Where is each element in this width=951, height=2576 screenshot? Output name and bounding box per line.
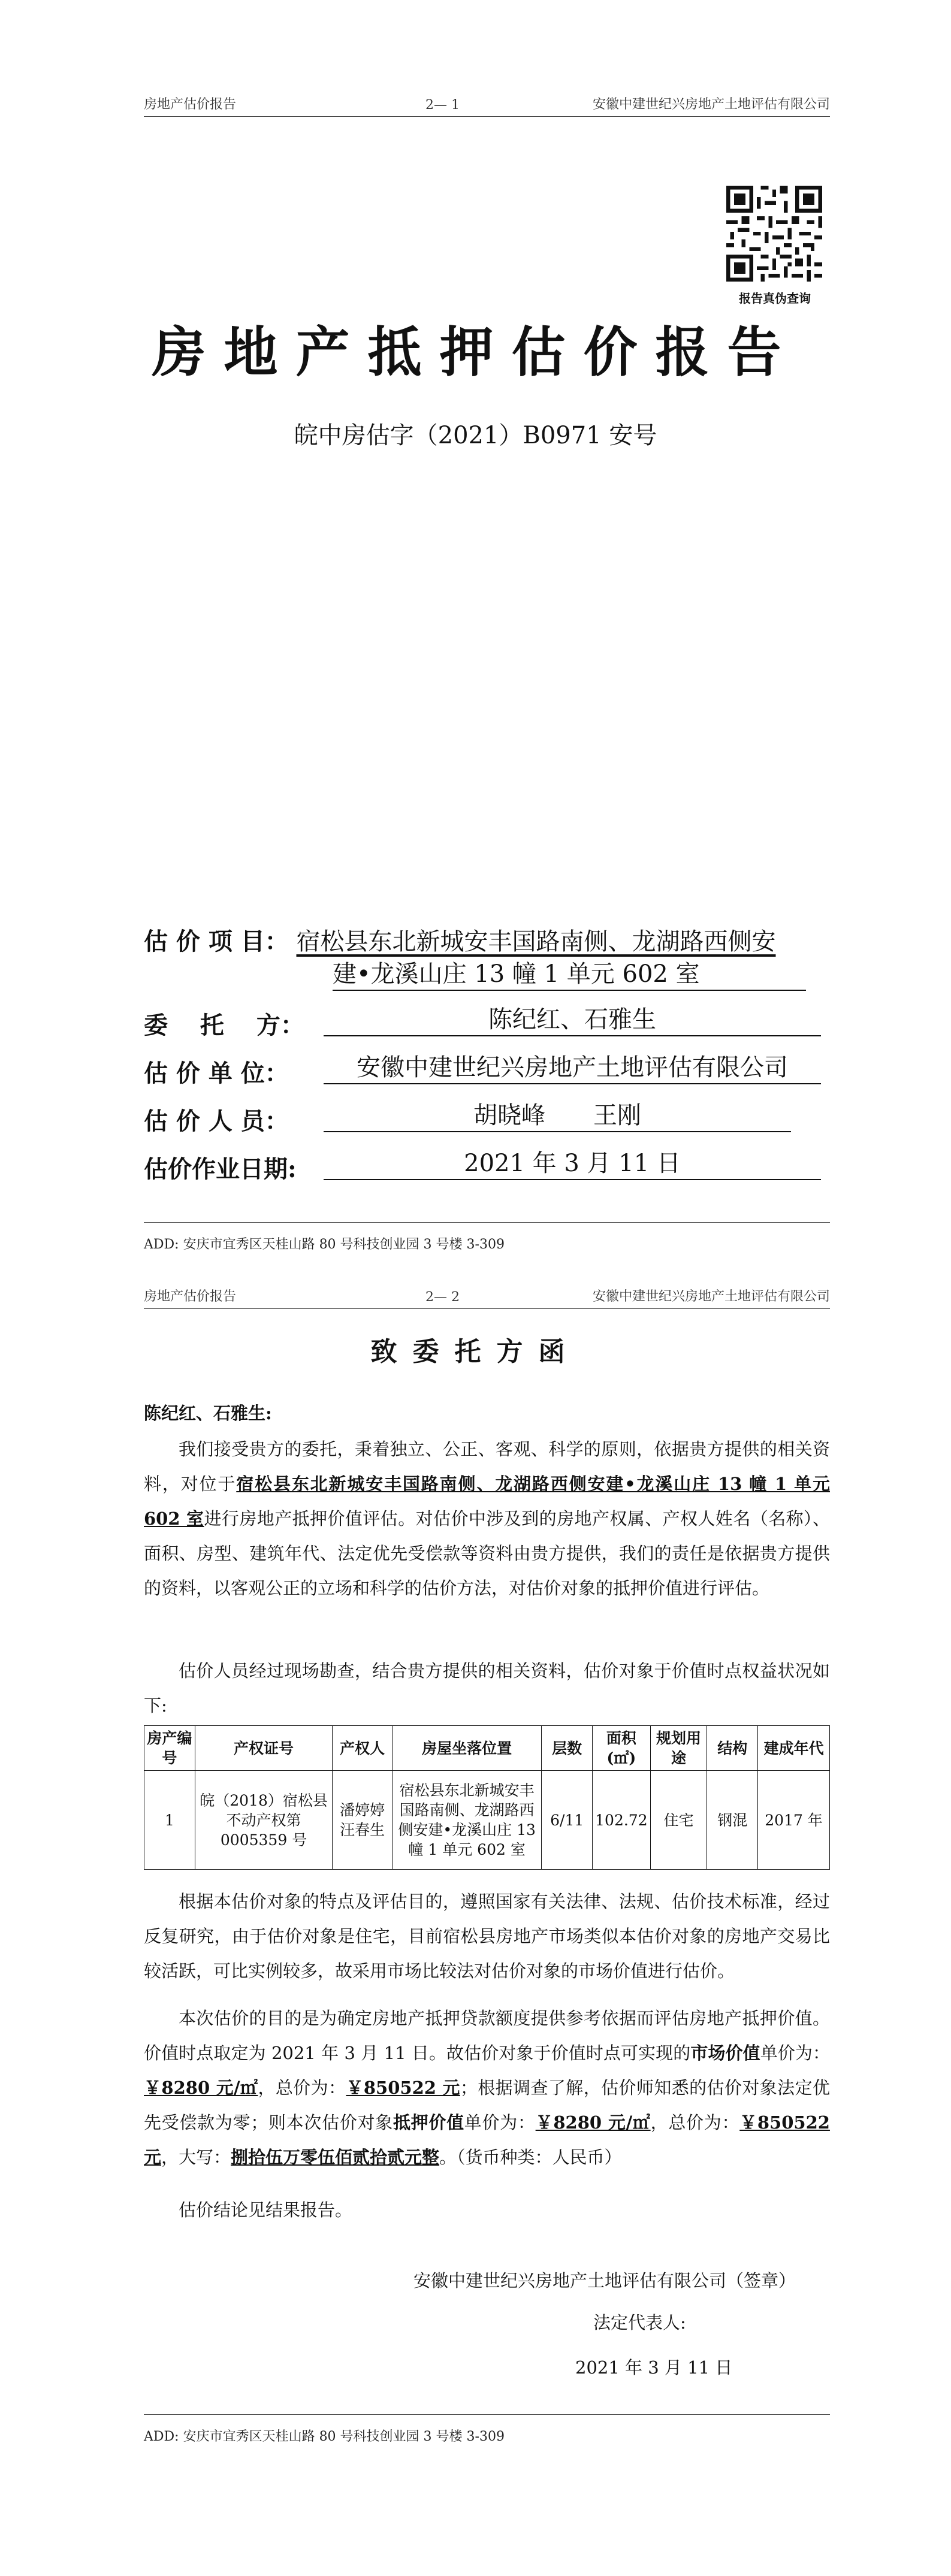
valuation-text-e: ，总价为： xyxy=(258,2078,346,2098)
valuation-text-m: ，大写： xyxy=(161,2147,231,2167)
report-title: 房地产抵押估价报告 xyxy=(152,321,799,384)
client-value: 陈纪红、石雅生 xyxy=(324,1004,821,1036)
appraiser-org-row xyxy=(144,1054,289,1089)
cover-letter-page xyxy=(0,1282,951,2576)
valuation-text-i: 单价为： xyxy=(464,2112,536,2133)
page-header xyxy=(144,1282,830,1309)
mortgage-unit-price: ￥8280 元/㎡ xyxy=(535,2112,651,2133)
date-row xyxy=(144,1150,297,1184)
mortgage-total-price: ￥850522 元 xyxy=(144,2112,830,2167)
appraiser-org-label: 估 价 单 位： xyxy=(144,1059,289,1087)
project-value-line2-wrap xyxy=(333,959,806,991)
paragraph-inspection: 估价人员经过现场勘查，结合贵方提供的相关资料，估价对象于价值时点权益状况如下: xyxy=(144,1661,830,1716)
market-value-label: 市场价值 xyxy=(690,2043,760,2063)
date-value: 2021 年 3 月 11 日 xyxy=(324,1148,821,1180)
appraisers-value: 胡晓峰 王刚 xyxy=(324,1100,791,1132)
column-header: 房产编号 xyxy=(144,1726,195,1771)
paragraph-valuation xyxy=(144,2001,830,2175)
intro-text-c: 进行房地产抵押价值评估。对估价中涉及到的房地产权属、产权人姓名（名称）、面积、房型、建筑年代、法定优先受偿款等资料由贵方提供，我们的责任是依据贵方提供的资料，以客观公正的立场和科学的估价方法，对估价对象的抵押价值进行评估。 xyxy=(144,1508,830,1598)
cell-year: 2017 年 xyxy=(758,1771,830,1870)
report-cover-page xyxy=(0,0,951,1282)
header-page-number: 2— 2 xyxy=(425,1290,460,1305)
table-row xyxy=(144,1771,830,1870)
cell-owners: 潘婷婷汪春生 xyxy=(333,1771,393,1870)
column-header: 层数 xyxy=(542,1726,593,1771)
intro-text-a: 我们接受贵方的委托，秉着独立、公正、客观、科学的原则，依据贵方提供的相关资料，对位于 xyxy=(144,1439,830,1494)
header-page-number: 2— 1 xyxy=(425,98,460,113)
footer-address: ADD: 安庆市宜秀区天桂山路 80 号科技创业园 3 号楼 3-309 xyxy=(144,2429,505,2444)
letter-title: 致委托方函 xyxy=(370,1337,581,1367)
market-unit-price: ￥8280 元/㎡ xyxy=(144,2078,258,2098)
signature-company: 安徽中建世纪兴房地产土地评估有限公司（签章） xyxy=(413,2270,796,2291)
client-label: 委 托 方： xyxy=(144,1011,304,1039)
footer-address: ADD: 安庆市宜秀区天桂山路 80 号科技创业园 3 号楼 3-309 xyxy=(144,1237,505,1252)
mortgage-value-label: 抵押价值 xyxy=(393,2112,464,2133)
cell-floors: 6/11 xyxy=(542,1771,593,1870)
cell-use: 住宅 xyxy=(650,1771,707,1870)
paragraph-intro xyxy=(144,1432,830,1606)
cell-no: 1 xyxy=(144,1771,195,1870)
valuation-text-o: 。（货币种类：人民币） xyxy=(439,2147,622,2167)
valuation-text-c: 单价为： xyxy=(760,2043,830,2063)
property-table xyxy=(144,1725,830,1870)
column-header: 规划用途 xyxy=(650,1726,707,1771)
date-label: 估价作业日期: xyxy=(144,1155,297,1183)
header-right: 安徽中建世纪兴房地产土地评估有限公司 xyxy=(592,1289,830,1304)
signature-representative: 法定代表人: xyxy=(593,2312,686,2333)
header-left: 房地产估价报告 xyxy=(144,1289,237,1304)
signature-date: 2021 年 3 月 11 日 xyxy=(575,2357,733,2378)
client-row xyxy=(144,1006,304,1041)
appraiser-org-value: 安徽中建世纪兴房地产土地评估有限公司 xyxy=(324,1052,821,1084)
cell-location: 宿松县东北新城安丰国路南侧、龙湖路西侧安建•龙溪山庄 13 幢 1 单元 602 室 xyxy=(393,1771,542,1870)
project-value-line1: 宿松县东北新城安丰国路南侧、龙湖路西侧安 xyxy=(296,928,776,956)
header-left: 房地产估价报告 xyxy=(144,97,237,112)
column-header: 建成年代 xyxy=(758,1726,830,1771)
project-value-line2: 建•龙溪山庄 13 幢 1 单元 602 室 xyxy=(333,960,700,988)
footer-divider xyxy=(144,2414,830,2415)
table-header-row xyxy=(144,1726,830,1771)
cell-structure: 钢混 xyxy=(707,1771,758,1870)
salutation: 陈纪红、石雅生: xyxy=(144,1403,272,1423)
amount-in-words: 捌拾伍万零伍佰贰拾贰元整 xyxy=(231,2147,440,2167)
column-header: 结构 xyxy=(707,1726,758,1771)
property-address: 宿松县东北新城安丰国路南侧、龙湖路西侧安建•龙溪山庄 13 幢 1 单元 602 室 xyxy=(144,1474,830,1529)
qr-code-icon[interactable] xyxy=(726,186,822,282)
column-header: 产权证号 xyxy=(195,1726,333,1771)
column-header: 面积(㎡) xyxy=(593,1726,650,1771)
appraisers-label: 估 价 人 员： xyxy=(144,1107,289,1135)
appraisers-row xyxy=(144,1102,289,1136)
cell-cert: 皖（2018）宿松县不动产权第 0005359 号 xyxy=(195,1771,333,1870)
valuation-text-a: 本次估价的目的是为确定房地产抵押贷款额度提供参考依据而评估房地产抵押价值。价值时点取定为 2021 年 3 月 11 日。故估价对象于价值时点可实现的 xyxy=(144,2008,830,2063)
footer-divider xyxy=(144,1222,830,1223)
project-row xyxy=(144,923,776,957)
valuation-text-g: ；根据调查了解，估价师知悉的估价对象法定优先受偿款为零；则本次估价对象 xyxy=(144,2078,830,2133)
paragraph-method: 根据本估价对象的特点及评估目的，遵照国家有关法律、法规、估价技术标准，经过反复研究，由于估价对象是住宅，目前宿松县房地产市场类似本估价对象的房地产交易比较活跃，可比实例较多，故采用市场比较法对估价对象的市场价值进行估价。 xyxy=(144,1891,830,1981)
column-header: 房屋坐落位置 xyxy=(393,1726,542,1771)
header-right: 安徽中建世纪兴房地产土地评估有限公司 xyxy=(592,97,830,112)
qr-caption: 报告真伪查询 xyxy=(739,291,811,306)
paragraph-conclusion: 估价结论见结果报告。 xyxy=(179,2200,353,2220)
project-label: 估 价 项 目： xyxy=(144,927,289,956)
column-header: 产权人 xyxy=(333,1726,393,1771)
valuation-text-k: ，总价为： xyxy=(650,2112,740,2133)
page-header xyxy=(144,90,830,117)
cell-area: 102.72 xyxy=(593,1771,650,1870)
market-total-price: ￥850522 元 xyxy=(346,2078,460,2098)
document-number: 皖中房估字（2021）B0971 安号 xyxy=(294,422,657,449)
